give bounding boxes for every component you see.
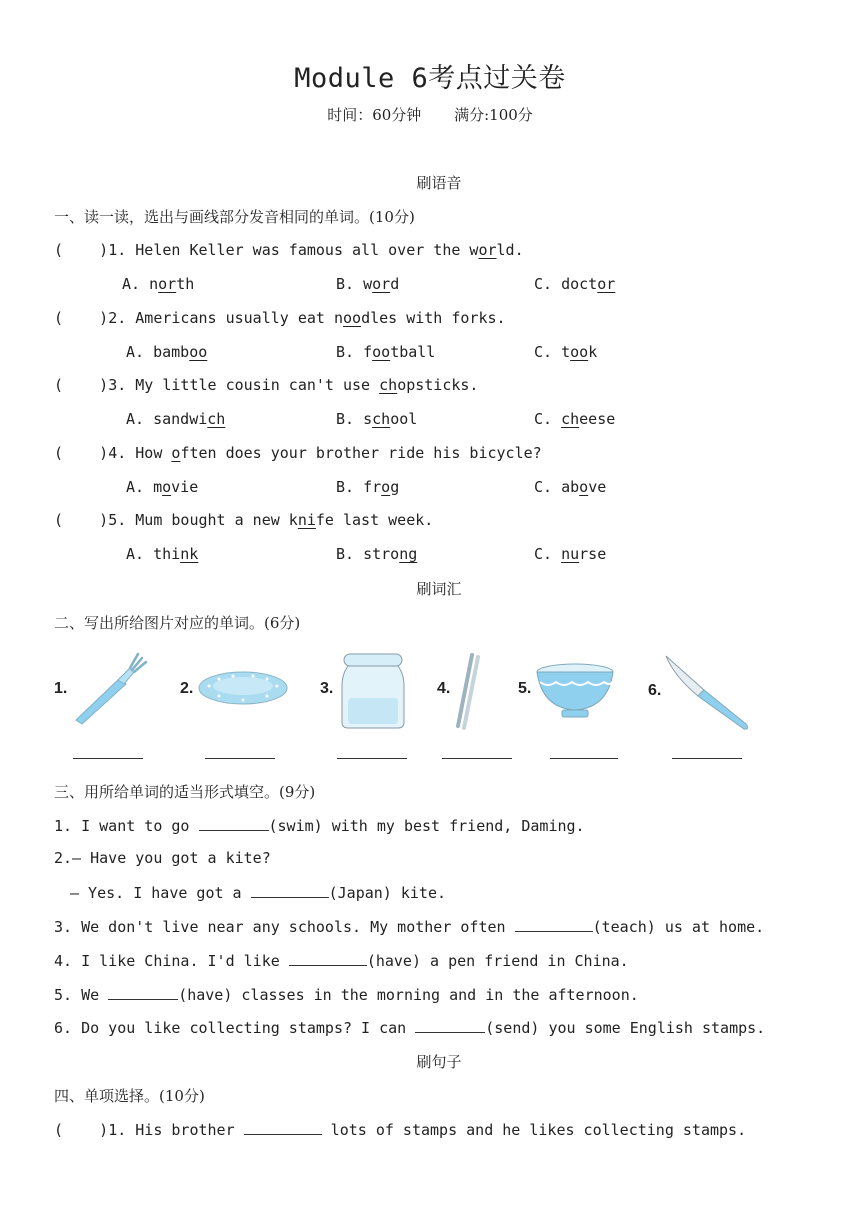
fill-line-5: 5. We (have) classes in the morning and in the afternoon. (54, 986, 639, 1004)
part4-heading: 四、单项选择。(10分) (54, 1087, 205, 1105)
picture-label-2: 2. (180, 680, 194, 697)
fill-line-2a: 2.— Have you got a kite? (54, 849, 271, 867)
full-score: 满分:100分 (454, 106, 533, 124)
question-3: ( )3. My little cousin can't use chopsticks. (54, 376, 479, 394)
chopsticks-icon (452, 652, 482, 730)
option-2c: C. took (534, 343, 598, 361)
blank-input[interactable] (289, 951, 367, 966)
page-title: Module 6考点过关卷 (294, 63, 566, 94)
question-1: ( )1. Helen Keller was famous all over the world. (54, 241, 524, 259)
bowl-icon (534, 662, 616, 720)
knife-icon (664, 652, 752, 732)
option-5a: A. think (126, 545, 199, 563)
choice-question-1: ( )1. His brother lots of stamps and he likes collecting stamps. (54, 1121, 747, 1139)
option-3a: A. sandwich (126, 410, 226, 428)
option-4b: B. frog (336, 478, 400, 496)
fill-line-1: 1. I want to go (swim) with my best friend, Daming. (54, 817, 585, 835)
answer-line-1[interactable] (73, 758, 143, 759)
option-2a: A. bamboo (126, 343, 208, 361)
fork-icon (68, 650, 150, 728)
part1-heading: 一、读一读，选出与画线部分发音相同的单词。(10分) (54, 208, 415, 226)
option-4a: A. movie (126, 478, 199, 496)
section-title-vocabulary: 刷词汇 (416, 580, 462, 598)
option-5c: C. nurse (534, 545, 607, 563)
section-title-sentences: 刷句子 (416, 1053, 462, 1071)
answer-line-3[interactable] (337, 758, 407, 759)
picture-label-1: 1. (54, 680, 68, 697)
exam-info (0, 104, 860, 125)
blank-input[interactable] (415, 1018, 485, 1033)
blank-input[interactable] (244, 1120, 322, 1135)
option-1b: B. word (336, 275, 400, 293)
picture-label-5: 5. (518, 680, 532, 697)
part2-heading: 二、写出所给图片对应的单词。(6分) (54, 614, 301, 632)
option-4c: C. above (534, 478, 607, 496)
picture-label-4: 4. (437, 680, 451, 697)
blank-input[interactable] (199, 816, 269, 831)
option-2b: B. football (336, 343, 436, 361)
answer-line-5[interactable] (550, 758, 618, 759)
part3-heading: 三、用所给单词的适当形式填空。(9分) (54, 783, 316, 801)
plate-icon (197, 668, 289, 708)
answer-line-2[interactable] (205, 758, 275, 759)
option-1a: A. north (122, 275, 195, 293)
picture-label-3: 3. (320, 680, 334, 697)
section-title-phonics: 刷语音 (416, 174, 462, 192)
answer-line-6[interactable] (672, 758, 742, 759)
answer-line-4[interactable] (442, 758, 512, 759)
option-3b: B. school (336, 410, 418, 428)
fill-line-3: 3. We don't live near any schools. My mother often (teach) us at home. (54, 918, 765, 936)
blank-input[interactable] (251, 883, 329, 898)
blank-input[interactable] (108, 985, 178, 1000)
fill-line-6: 6. Do you like collecting stamps? I can (send) you some English stamps. (54, 1019, 766, 1037)
question-4: ( )4. How often does your brother ride his bicycle? (54, 444, 542, 462)
fill-line-4: 4. I like China. I'd like (have) a pen friend in China. (54, 952, 629, 970)
question-2: ( )2. Americans usually eat noodles with forks. (54, 309, 506, 327)
fill-line-2b: — Yes. I have got a (Japan) kite. (70, 884, 447, 902)
blank-input[interactable] (515, 917, 593, 932)
option-3c: C. cheese (534, 410, 616, 428)
jar-icon (338, 652, 408, 730)
option-5b: B. strong (336, 545, 418, 563)
option-1c: C. doctor (534, 275, 616, 293)
picture-label-6: 6. (648, 682, 662, 699)
time-limit: 时间：60分钟 (327, 106, 422, 124)
question-5: ( )5. Mum bought a new knife last week. (54, 511, 434, 529)
